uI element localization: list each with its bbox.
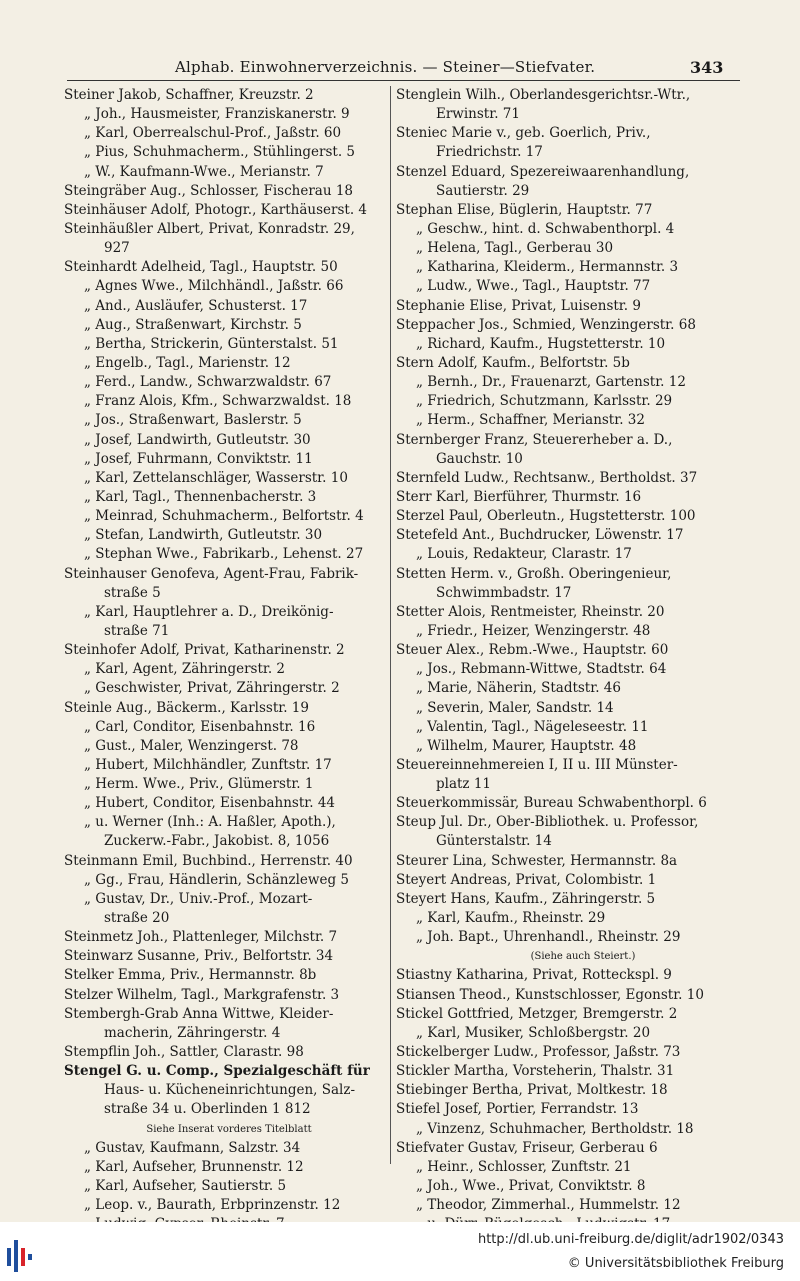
directory-entry-line: Steinmann Emil, Buchbind., Herrenstr. 40 — [64, 852, 353, 869]
directory-entry-line: Sterzel Paul, Oberleutn., Hugstetterstr. 100 — [396, 508, 696, 525]
directory-entry-line: „ Ferd., Landw., Schwarzwaldstr. 67 — [84, 374, 332, 391]
directory-entry-line: Steurer Lina, Schwester, Hermannstr. 8a — [396, 852, 678, 869]
left-column — [64, 86, 394, 1234]
directory-entry-line: „ Carl, Conditor, Eisenbahnstr. 16 — [84, 718, 316, 735]
directory-entry-line: Stengel G. u. Comp., Spezialgeschäft für — [64, 1063, 370, 1080]
directory-entry-line: „ Karl, Aufseher, Brunnenstr. 12 — [84, 1158, 304, 1175]
directory-entry-line: Steinwarz Susanne, Priv., Belfortstr. 34 — [64, 948, 334, 965]
directory-entry-line: „ Friedrich, Schutzmann, Karlsstr. 29 — [416, 393, 673, 410]
directory-entry-line: Haus- u. Kücheneinrichtungen, Salz- — [104, 1082, 356, 1099]
directory-entry-line: Steinhäuser Adolf, Photogr., Karthäuserst. 4 — [64, 201, 367, 218]
directory-entry-line: Stickel Gottfried, Metzger, Bremgerstr. 2 — [396, 1005, 678, 1022]
directory-entry-line: Stephanie Elise, Privat, Luisenstr. 9 — [396, 297, 641, 314]
directory-entry-line: Steinhardt Adelheid, Tagl., Hauptstr. 50 — [64, 259, 338, 276]
directory-entry-line: „ Gustav, Kaufmann, Salzstr. 34 — [84, 1139, 301, 1156]
directory-entry-line: Steinhofer Adolf, Privat, Katharinenstr. 2 — [64, 642, 345, 659]
directory-entry-line: „ Stefan, Landwirth, Gutleutstr. 30 — [84, 527, 323, 544]
directory-entry-line: „ Katharina, Kleiderm., Hermannstr. 3 — [416, 259, 679, 276]
directory-entry-line: Schwimmbadstr. 17 — [436, 584, 572, 601]
directory-entry-line: Stern Adolf, Kaufm., Belfortstr. 5b — [396, 354, 630, 371]
directory-entry-line: Steinhauser Genofeva, Agent-Frau, Fabrik- — [64, 565, 359, 582]
directory-entry-line: „ Friedr., Heizer, Wenzingerstr. 48 — [416, 622, 651, 639]
directory-entry-line: Steingräber Aug., Schlosser, Fischerau 18 — [64, 182, 354, 199]
directory-entry-line: „ Karl, Oberrealschul-Prof., Jaßstr. 60 — [84, 125, 342, 142]
directory-entry-line: Steup Jul. Dr., Ober-Bibliothek. u. Professor, — [396, 814, 699, 831]
directory-entry-line: Stelzer Wilhelm, Tagl., Markgrafenstr. 3 — [64, 986, 340, 1003]
directory-entry-line: „ Karl, Aufseher, Sautierstr. 5 — [84, 1178, 287, 1195]
directory-entry-line: „ Jos., Rebmann-Wittwe, Stadtstr. 64 — [416, 661, 667, 678]
page-number: 343 — [690, 58, 724, 77]
directory-entry-line: Günterstalstr. 14 — [436, 833, 552, 850]
directory-entry-line: Steyert Hans, Kaufm., Zähringerstr. 5 — [396, 890, 656, 907]
directory-entry-line: Stickler Martha, Vorsteherin, Thalstr. 31 — [396, 1063, 675, 1080]
directory-entry-line: „ Herm., Schaffner, Merianstr. 32 — [416, 412, 645, 429]
library-logo-icon — [4, 1234, 40, 1278]
directory-entry-line: Steinmetz Joh., Plattenleger, Milchstr. 7 — [64, 929, 338, 946]
directory-entry-line: Steuer Alex., Rebm.-Wwe., Hauptstr. 60 — [396, 642, 669, 659]
directory-entry-line: „ Theodor, Zimmerhal., Hummelstr. 12 — [416, 1197, 681, 1214]
directory-entry-line: Stenglein Wilh., Oberlandesgerichtsr.-Wtr., — [396, 87, 691, 103]
column-divider — [390, 86, 391, 1164]
directory-entry-line: „ Joh., Wwe., Privat, Conviktstr. 8 — [416, 1178, 646, 1195]
directory-entry-line: „ Jos., Straßenwart, Baslerstr. 5 — [84, 412, 302, 429]
directory-entry-line: „ Louis, Redakteur, Clarastr. 17 — [416, 546, 632, 563]
directory-entry-line: Stembergh-Grab Anna Wittwe, Kleider- — [64, 1005, 334, 1022]
footer-bar — [0, 1222, 800, 1281]
directory-entry-line: „ Gg., Frau, Händlerin, Schänzleweg 5 — [84, 871, 349, 888]
directory-entry-line: Gauchstr. 10 — [436, 450, 523, 467]
directory-entry-line: Erwinstr. 71 — [436, 106, 520, 123]
directory-entry-line: „ Josef, Fuhrmann, Conviktstr. 11 — [84, 450, 313, 467]
directory-entry-line: „ Vinzenz, Schuhmacher, Bertholdstr. 18 — [416, 1120, 694, 1137]
directory-entry-line: Stelker Emma, Priv., Hermannstr. 8b — [64, 967, 317, 984]
directory-entry-line: straße 20 — [104, 910, 170, 927]
directory-entry-line: „ Joh., Hausmeister, Franziskanerstr. 9 — [84, 106, 350, 123]
copyright-text: © Universitätsbibliothek Freiburg — [567, 1256, 784, 1271]
directory-entry-line: Steuerkommissär, Bureau Schwabenthorpl. 6 — [396, 795, 707, 812]
directory-entry-line: „ Marie, Näherin, Stadtstr. 46 — [416, 680, 621, 697]
directory-entry-line: „ Karl, Zettelanschläger, Wasserstr. 10 — [84, 469, 348, 486]
directory-entry-line: „ Herm. Wwe., Priv., Glümerstr. 1 — [84, 776, 314, 793]
directory-entry-line: Stephan Elise, Büglerin, Hauptstr. 77 — [396, 201, 653, 218]
directory-entry-line: Stetter Alois, Rentmeister, Rheinstr. 20 — [396, 603, 665, 620]
directory-entry-line: macherin, Zähringerstr. 4 — [104, 1024, 281, 1041]
directory-entry-line: Steinle Aug., Bäckerm., Karlsstr. 19 — [64, 699, 309, 716]
directory-entry-line: Stiefel Josef, Portier, Ferrandstr. 13 — [396, 1101, 639, 1118]
directory-entry-line: Sautierstr. 29 — [436, 182, 530, 199]
directory-entry-line: Steuereinnehmereien I, II u. III Münster- — [396, 756, 678, 773]
directory-entry-line: „ Karl, Hauptlehrer a. D., Dreikönig- — [84, 603, 334, 620]
directory-entry-line: straße 34 u. Oberlinden 1 812 — [104, 1101, 311, 1118]
directory-entry-line: „ Gustav, Dr., Univ.-Prof., Mozart- — [84, 890, 313, 907]
directory-entry-line: Sternfeld Ludw., Rechtsanw., Bertholdst. 37 — [396, 469, 698, 486]
directory-entry-line: Sternberger Franz, Steuererheber a. D., — [396, 431, 673, 448]
directory-entry-line: „ Valentin, Tagl., Nägeleseestr. 11 — [416, 718, 649, 735]
directory-entry-line: „ Engelb., Tagl., Marienstr. 12 — [84, 354, 291, 371]
directory-entry-line: „ W., Kaufmann-Wwe., Merianstr. 7 — [84, 163, 324, 180]
directory-entry-line: Steyert Andreas, Privat, Colombistr. 1 — [396, 871, 657, 888]
directory-entry-line: „ Severin, Maler, Sandstr. 14 — [416, 699, 614, 716]
directory-entry-line: „ Karl, Tagl., Thennenbacherstr. 3 — [84, 488, 317, 505]
source-url-link[interactable]: http://dl.ub.uni-freiburg.de/diglit/adr1902/0343 — [477, 1232, 784, 1247]
directory-entry-line: Stempflin Joh., Sattler, Clarastr. 98 — [64, 1044, 304, 1061]
directory-entry-line: „ Josef, Landwirth, Gutleutstr. 30 — [84, 431, 311, 448]
directory-entry-line: Sterr Karl, Bierführer, Thurmstr. 16 — [396, 488, 642, 505]
header-rule — [67, 80, 740, 81]
directory-entry-line: (Siehe auch Steiert.) — [530, 951, 636, 963]
directory-entry-line: „ Geschw., hint. d. Schwabenthorpl. 4 — [416, 220, 675, 237]
directory-entry-line: „ Richard, Kaufm., Hugstetterstr. 10 — [416, 335, 666, 352]
directory-entry-line: Steiner Jakob, Schaffner, Kreuzstr. 2 — [64, 87, 314, 103]
directory-entry-line: 927 — [104, 240, 130, 257]
directory-entry-line: Siehe Inserat vorderes Titelblatt — [146, 1123, 312, 1135]
directory-entry-line: „ Pius, Schuhmacherm., Stühlingerst. 5 — [84, 144, 356, 161]
directory-entry-line: „ Franz Alois, Kfm., Schwarzwaldst. 18 — [84, 393, 352, 410]
page-header — [175, 58, 720, 76]
directory-entry-line: platz 11 — [436, 776, 492, 793]
directory-entry-line: „ Leop. v., Baurath, Erbprinzenstr. 12 — [84, 1197, 341, 1214]
directory-entry-line: Stiefvater Gustav, Friseur, Gerberau 6 — [396, 1139, 658, 1156]
directory-entry-line: Stetefeld Ant., Buchdrucker, Löwenstr. 17 — [396, 527, 684, 544]
directory-entry-line: straße 5 — [104, 584, 161, 601]
directory-entry-line: „ Aug., Straßenwart, Kirchstr. 5 — [84, 316, 302, 333]
directory-entry-line: Steppacher Jos., Schmied, Wenzingerstr. 68 — [396, 316, 696, 333]
directory-entry-line: „ Geschwister, Privat, Zähringerstr. 2 — [84, 680, 340, 697]
directory-entry-line: „ Karl, Agent, Zähringerstr. 2 — [84, 661, 286, 678]
directory-entry-line: „ Gust., Maler, Wenzingerst. 78 — [84, 737, 299, 754]
directory-entry-line: Steniec Marie v., geb. Goerlich, Priv., — [396, 125, 651, 142]
header-title: Alphab. Einwohnerverzeichnis. — Steiner—Stiefvater. — [175, 58, 596, 76]
directory-entry-line: Steinhäußler Albert, Privat, Konradstr. 29, — [64, 220, 355, 237]
directory-entry-line: Stiansen Theod., Kunstschlosser, Egonstr. 10 — [396, 986, 704, 1003]
directory-entry-line: „ Karl, Kaufm., Rheinstr. 29 — [416, 910, 606, 927]
directory-entry-line: straße 71 — [104, 622, 170, 639]
directory-entry-line: „ Karl, Musiker, Schloßbergstr. 20 — [416, 1024, 651, 1041]
directory-entry-line: „ Heinr., Schlosser, Zunftstr. 21 — [416, 1158, 632, 1175]
directory-entry-line: „ Agnes Wwe., Milchhändl., Jaßstr. 66 — [84, 278, 344, 295]
directory-entry-line: „ u. Werner (Inh.: A. Haßler, Apoth.), — [84, 814, 336, 831]
directory-entry-line: Zuckerw.-Fabr., Jakobist. 8, 1056 — [104, 833, 330, 850]
directory-entry-line: „ Bertha, Strickerin, Günterstalst. 51 — [84, 335, 339, 352]
directory-entry-line: Stickelberger Ludw., Professor, Jaßstr. 73 — [396, 1044, 681, 1061]
directory-entry-line: „ Helena, Tagl., Gerberau 30 — [416, 240, 614, 257]
directory-entry-line: Stenzel Eduard, Spezereiwaarenhandlung, — [396, 163, 690, 180]
directory-entry-line: „ Hubert, Conditor, Eisenbahnstr. 44 — [84, 795, 336, 812]
directory-entry-line: Friedrichstr. 17 — [436, 144, 543, 161]
directory-entry-line: „ And., Ausläufer, Schusterst. 17 — [84, 297, 308, 314]
directory-entry-line: Stiastny Katharina, Privat, Rotteckspl. 9 — [396, 967, 672, 984]
directory-entry-line: „ Stephan Wwe., Fabrikarb., Lehenst. 27 — [84, 546, 364, 563]
directory-entry-line: „ Hubert, Milchhändler, Zunftstr. 17 — [84, 756, 332, 773]
directory-entry-line: „ Wilhelm, Maurer, Hauptstr. 48 — [416, 737, 637, 754]
directory-entry-line: „ Meinrad, Schuhmacherm., Belfortstr. 4 — [84, 508, 364, 525]
directory-entry-line: „ Ludw., Wwe., Tagl., Hauptstr. 77 — [416, 278, 651, 295]
directory-entry-line: Stetten Herm. v., Großh. Oberingenieur, — [396, 565, 672, 582]
directory-entry-line: „ Joh. Bapt., Uhrenhandl., Rheinstr. 29 — [416, 929, 681, 946]
directory-entry-line: Stiebinger Bertha, Privat, Moltkestr. 18 — [396, 1082, 668, 1099]
directory-entry-line: „ Bernh., Dr., Frauenarzt, Gartenstr. 12 — [416, 374, 686, 391]
right-column — [396, 86, 730, 1234]
